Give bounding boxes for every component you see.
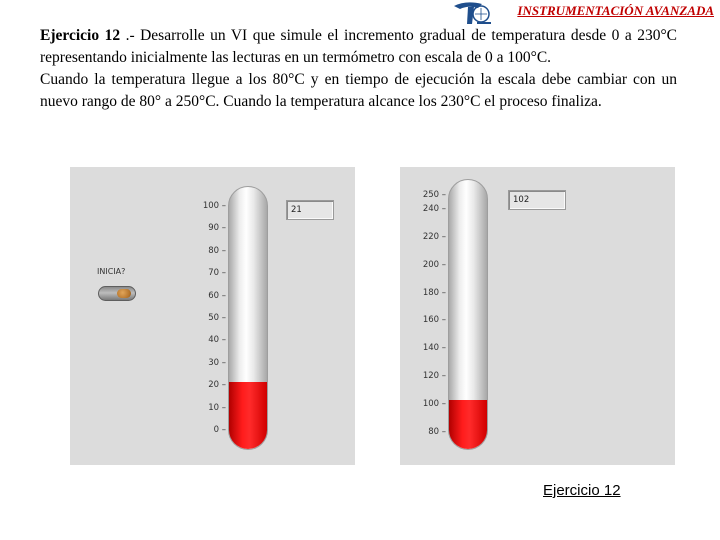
exercise-title: Ejercicio 12: [40, 27, 121, 44]
thermometer-rescaled: [448, 179, 488, 450]
header-title: INSTRUMENTACIÓN AVANZADA: [517, 3, 714, 18]
tick-label: 90 –: [208, 223, 226, 234]
tick-label: 30 –: [208, 357, 226, 368]
start-led-icon: [117, 289, 131, 298]
thermometer-initial-fill: [229, 382, 267, 449]
tick-label: 20 –: [208, 380, 226, 391]
tick-label: 0 –: [213, 425, 226, 435]
exercise-paragraph-1-text: .- Desarrolle un VI que simule el incremento gradual de temperatura desde 0 a 230°C representando inicialmente las lecturas en un termómetro con escala de 0 a 100°C.: [40, 27, 677, 66]
tick-label: 10 –: [208, 402, 226, 413]
tick-label: 100 –: [202, 201, 226, 211]
exercise-paragraph-1: [40, 25, 677, 69]
thermometer-rescaled-fill: [449, 400, 487, 449]
tick-label: 50 –: [208, 313, 226, 323]
tick-label: 120 –: [422, 371, 446, 382]
tick-label: 240 –: [422, 203, 446, 214]
tick-label: 200 –: [422, 259, 446, 270]
tick-label: 60 –: [208, 290, 226, 301]
temperature-indicator-initial: 21: [286, 200, 334, 220]
tick-label: 250 –: [422, 190, 446, 200]
exercise-paragraph-2: Cuando la temperatura llegue a los 80°C y en tiempo de ejecución la escala debe cambiar con un nuevo rango de 80° a 250°C. Cuando la temperatura alcance los 230°C el proceso finaliza.: [40, 71, 677, 110]
tick-label: 70 –: [208, 268, 226, 279]
institution-logo-icon: [448, 0, 496, 26]
tick-label: 80 –: [428, 427, 446, 437]
figure-caption: Ejercicio 12: [543, 482, 621, 499]
thermometer-initial: [228, 186, 268, 450]
start-label: INICIA?: [97, 267, 126, 276]
tick-label: 80 –: [208, 245, 226, 256]
tick-label: 160 –: [422, 315, 446, 326]
start-button[interactable]: [98, 286, 136, 301]
tick-label: 220 –: [422, 231, 446, 242]
tick-label: 40 –: [208, 335, 226, 346]
exercise-text: [40, 25, 677, 113]
tick-label: 100 –: [422, 399, 446, 410]
tick-label: 140 –: [422, 343, 446, 354]
tick-label: 180 –: [422, 287, 446, 298]
temperature-indicator-rescaled: 102: [508, 190, 566, 210]
